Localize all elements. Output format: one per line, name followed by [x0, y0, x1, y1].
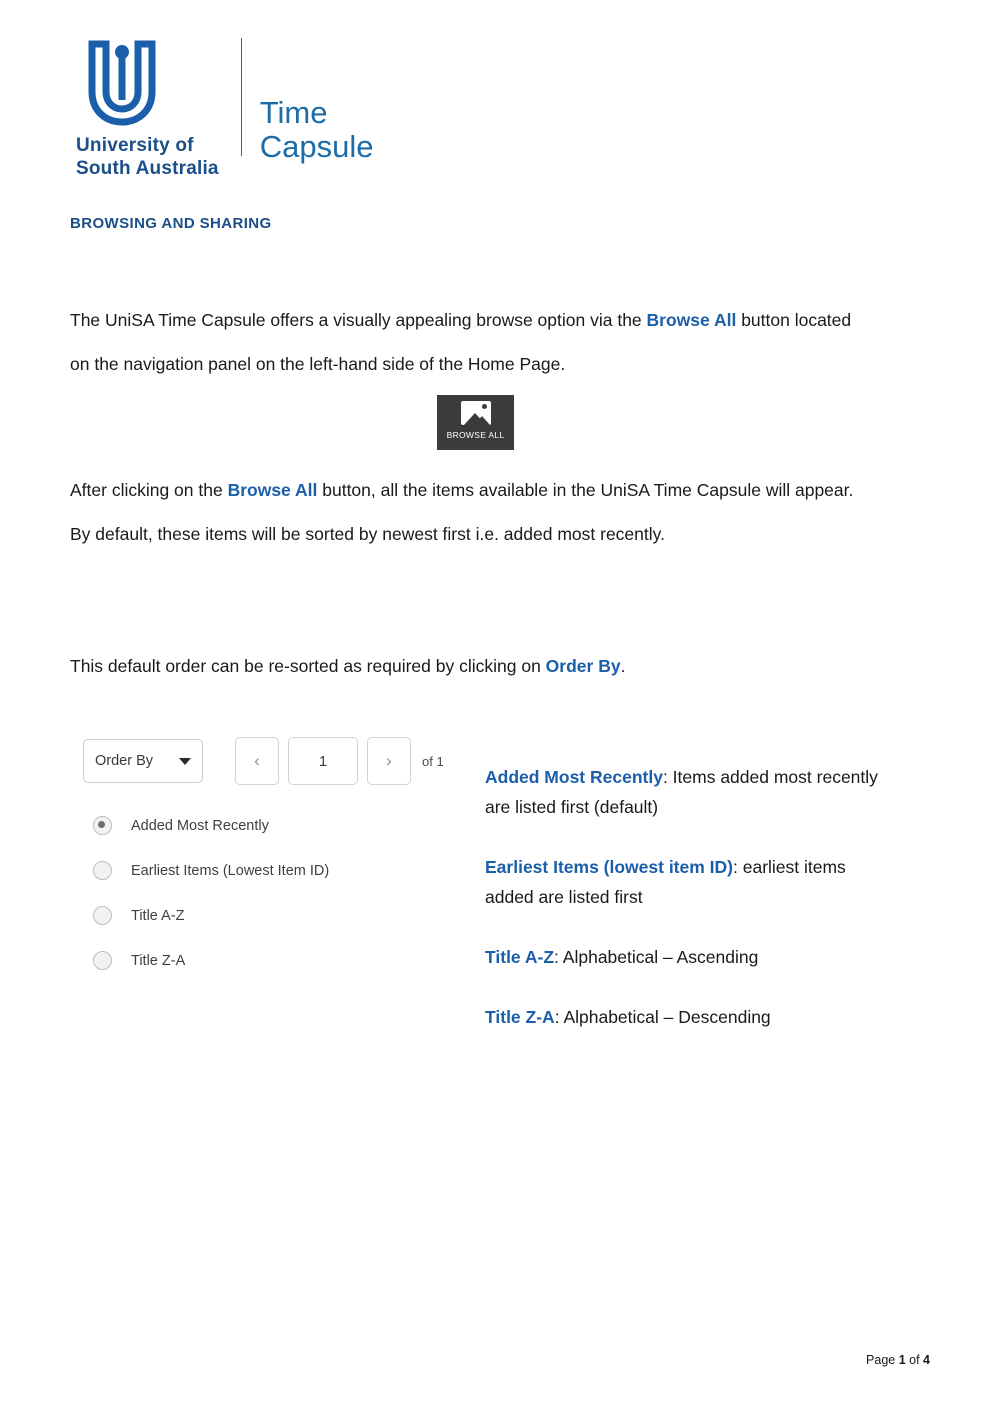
- paragraph-3: [70, 644, 860, 688]
- product-name-line2: Capsule: [259, 129, 374, 164]
- radio-label: Earliest Items (Lowest Item ID): [131, 862, 330, 879]
- university-name-line2: South Australia: [76, 158, 219, 179]
- legend-entry: [485, 942, 885, 972]
- chevron-down-icon: [179, 758, 191, 765]
- university-name-line1: University of: [76, 135, 194, 156]
- order-by-dropdown-label: Order By: [95, 753, 154, 769]
- order-by-dropdown[interactable]: [83, 739, 203, 783]
- legend-list: [485, 762, 885, 1062]
- radio-label: Added Most Recently: [131, 817, 269, 834]
- paragraph-1: [70, 298, 860, 386]
- paragraph-1-part2: button located on the navigation panel on the left-hand side of the Home Page.: [70, 310, 852, 374]
- legend-entry: [485, 762, 885, 822]
- legend-description: : Alphabetical – Descending: [554, 1007, 771, 1027]
- product-name-line1: Time: [259, 95, 328, 130]
- logo-divider: [241, 38, 242, 156]
- prev-page-button[interactable]: ‹: [235, 737, 279, 785]
- picture-icon: [461, 401, 491, 425]
- radio-label: Title Z-A: [131, 952, 186, 969]
- unisa-u-logo-icon: [78, 38, 166, 130]
- page-footer: [866, 1353, 930, 1367]
- paragraph-2-highlight: Browse All: [227, 480, 318, 500]
- legend-description: : Alphabetical – Ascending: [554, 947, 759, 967]
- radio-label: Title A-Z: [131, 907, 185, 924]
- footer-middle: of: [905, 1353, 924, 1367]
- page-number-input[interactable]: 1: [288, 737, 358, 785]
- paragraph-2-part2: button, all the items available in the UniSA Time Capsule will appear. By default, these items will be sorted by newest first i.e. added most recently.: [70, 480, 854, 544]
- section-title: BROWSING AND SHARING: [70, 215, 272, 232]
- next-page-button[interactable]: ›: [367, 737, 411, 785]
- legend-term: Added Most Recently: [485, 767, 663, 787]
- pagination-control: [235, 737, 444, 785]
- page-header: [70, 38, 373, 180]
- footer-total-pages: 4: [923, 1353, 930, 1367]
- list-item[interactable]: [93, 848, 463, 893]
- legend-entry: [485, 852, 885, 912]
- order-by-options-list: [93, 803, 463, 983]
- list-item[interactable]: [93, 893, 463, 938]
- paragraph-3-highlight: Order By: [545, 656, 621, 676]
- paragraph-2-part1: After clicking on the: [70, 480, 228, 500]
- screenshot-toolbar: [83, 737, 463, 785]
- legend-term: Earliest Items (lowest item ID): [485, 857, 733, 877]
- university-name: [76, 130, 219, 180]
- legend-description: : Items added most recently are listed first (default): [485, 767, 878, 817]
- product-name: [260, 38, 374, 164]
- legend-entry: [485, 1002, 885, 1032]
- radio-title-a-z[interactable]: [93, 906, 112, 925]
- browse-all-button-image: [437, 395, 514, 450]
- paragraph-2: [70, 468, 860, 556]
- legend-term: Title Z-A: [485, 1007, 555, 1027]
- list-item[interactable]: [93, 938, 463, 983]
- legend-description: : earliest items added are listed first: [485, 857, 846, 907]
- list-item[interactable]: [93, 803, 463, 848]
- paragraph-3-part2: .: [620, 656, 626, 676]
- paragraph-1-highlight: Browse All: [646, 310, 737, 330]
- footer-prefix: Page: [866, 1353, 899, 1367]
- legend-term: Title A-Z: [485, 947, 555, 967]
- paragraph-3-part1: This default order can be re-sorted as required by clicking on: [70, 656, 546, 676]
- order-by-screenshot: [83, 737, 463, 983]
- paragraph-1-part1: The UniSA Time Capsule offers a visually appealing browse option via the: [70, 310, 647, 330]
- footer-current-page: 1: [898, 1353, 906, 1367]
- browse-all-image-label: BROWSE ALL: [446, 430, 505, 440]
- page-total-label: of 1: [422, 753, 444, 769]
- radio-earliest-items[interactable]: [93, 861, 112, 880]
- radio-added-most-recently[interactable]: [93, 816, 112, 835]
- radio-title-z-a[interactable]: [93, 951, 112, 970]
